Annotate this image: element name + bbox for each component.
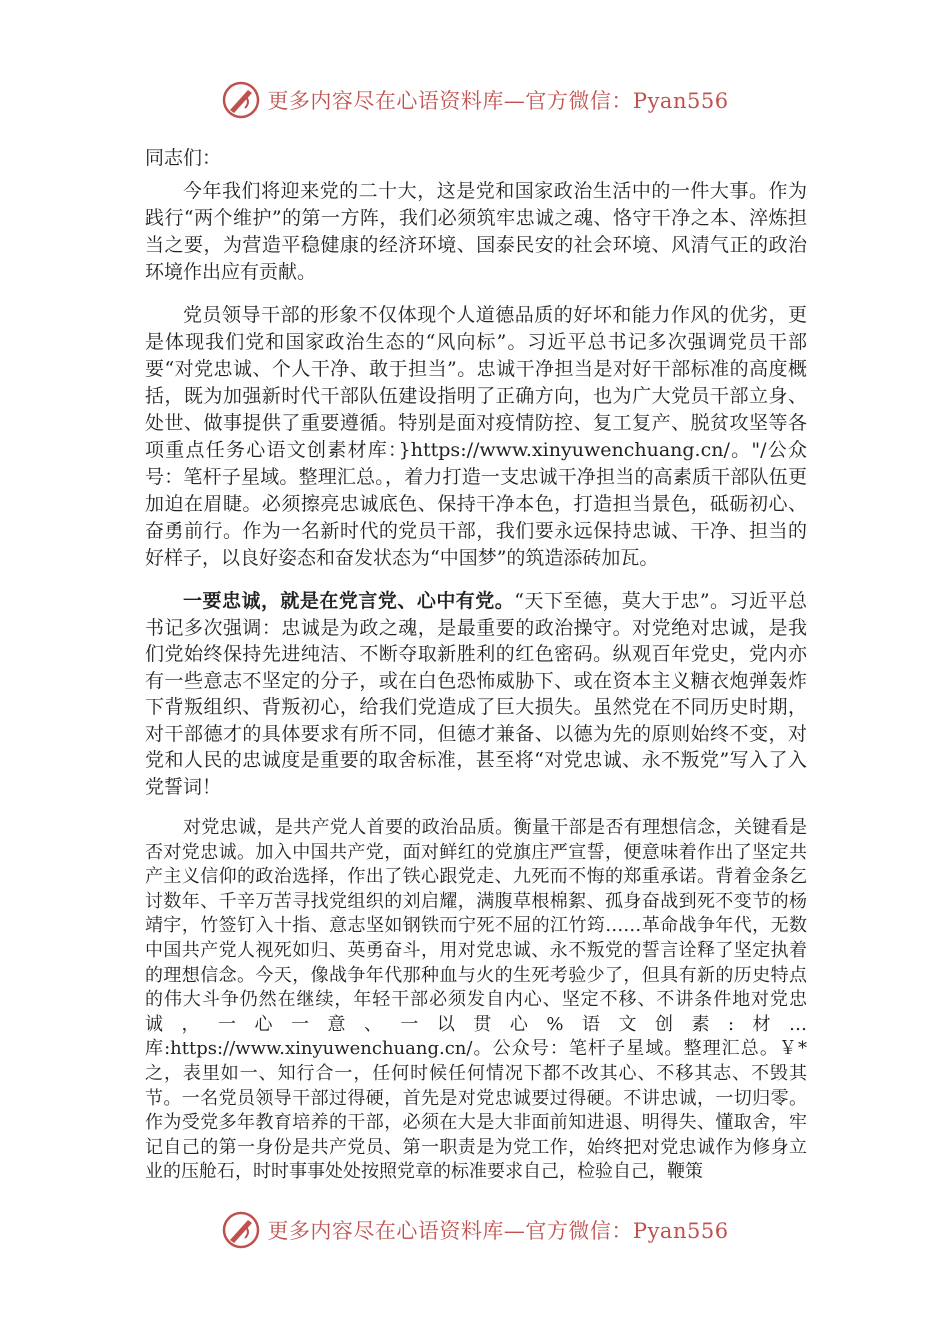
pen-logo-icon [221, 1210, 261, 1250]
paragraph-lead: 一要忠诚，就是在党言党、心中有党。 [183, 590, 515, 612]
document-body [145, 145, 807, 1201]
paragraph [145, 178, 807, 286]
paragraph [145, 302, 807, 572]
banner-text: 更多内容尽在心语资料库—官方微信：Pyan556 [267, 89, 729, 113]
paragraph [145, 816, 807, 1185]
paragraph-text: 党员领导干部的形象不仅体现个人道德品质的好坏和能力作风的优劣，更是体现我们党和国家政治生态的“风向标”。习近平总书记多次强调党员干部要“对党忠诚、个人干净、敢于担当”。忠诚干净担当是对好干部标准的高度概括，既为加强新时代干部队伍建设指明了正确方向，也为广大党员干部立身、处世、做事提供了重要遵循。特别是面对疫情防控、复工复产、脱贫攻坚等各项重点任务心语文创素材库：}https://www.xinyuwenchuang.cn/。"/公众号：笔杆子星域。整理汇总。，着力打造一支忠诚干净担当的高素质干部队伍更加迫在眉睫。必须擦亮忠诚底色、保持干净本色，打造担当景色，砥砺初心、奋勇前行。作为一名新时代的党员干部，我们要永远保持忠诚、干净、担当的好样子，以良好姿态和奋发状态为“中国梦”的筑造添砖加瓦。 [145, 304, 807, 569]
paragraph-text: “天下至德，莫大于忠”。习近平总书记多次强调：忠诚是为政之魂，是最重要的政治操守。对党绝对忠诚，是我们党始终保持先进纯洁、不断夺取新胜利的红色密码。纵观百年党史，党内亦有一些意志不坚定的分子，或在白色恐怖威胁下、或在资本主义糖衣炮弹轰炸下背叛组织、背叛初心，给我们党造成了巨大损失。虽然党在不同历史时期，对干部德才的具体要求有所不同，但德才兼备、以德为先的原则始终不变，对党和人民的忠诚度是重要的取舍标准，甚至将“对党忠诚、永不叛党”写入了入党誓词！ [145, 590, 807, 798]
salutation: 同志们： [145, 147, 222, 169]
header-watermark-banner [0, 80, 950, 120]
paragraph [145, 588, 807, 800]
footer-watermark-banner [0, 1210, 950, 1250]
paragraph-text: 今年我们将迎来党的二十大，这是党和国家政治生活中的一件大事。作为践行“两个维护”的第一方阵，我们必须筑牢忠诚之魂、恪守干净之本、淬炼担当之要，为营造平稳健康的经济环境、国泰民安的社会环境、风清气正的政治环境作出应有贡献。 [145, 180, 807, 283]
pen-logo-icon [221, 80, 261, 120]
paragraph-text: 对党忠诚，是共产党人首要的政治品质。衡量干部是否有理想信念，关键看是否对党忠诚。加入中国共产党，面对鲜红的党旗庄严宣誓，便意味着作出了坚定共产主义信仰的政治选择，作出了铁心跟党走、九死而不悔的郑重承诺。背着金条乞讨数年、千辛万苦寻找党组织的刘启耀，满腹草根棉絮、孤身奋战到死不变节的杨靖宇，竹签钉入十指、意志坚如钢铁而宁死不屈的江竹筠……革命战争年代，无数中国共产党人视死如归、英勇奋斗，用对党忠诚、永不叛党的誓言诠释了坚定执着的理想信念。今天，像战争年代那种血与火的生死考验少了，但具有新的历史特点的伟大斗争仍然在继续，年轻干部必须发自内心、坚定不移、不讲条件地对党忠诚，一心一意、一以贯心%语文创素:材…库:https://www.xinyuwenchuang.cn/。公众号：笔杆子星域。整理汇总。￥*之，表里如一、知行合一，任何时候任何情况下都不改其心、不移其志、不毁其节。一名党员领导干部过得硬，首先是对党忠诚要过得硬。不讲忠诚，一切归零。作为受党多年教育培养的干部，必须在大是大非面前知进退、明得失、懂取舍，牢记自己的第一身份是共产党员、第一职责是为党工作，始终把对党忠诚作为修身立业的压舱石，时时事事处处按照党章的标准要求自己，检验自己，鞭策 [145, 817, 807, 1183]
banner-text: 更多内容尽在心语资料库—官方微信：Pyan556 [267, 1219, 729, 1243]
